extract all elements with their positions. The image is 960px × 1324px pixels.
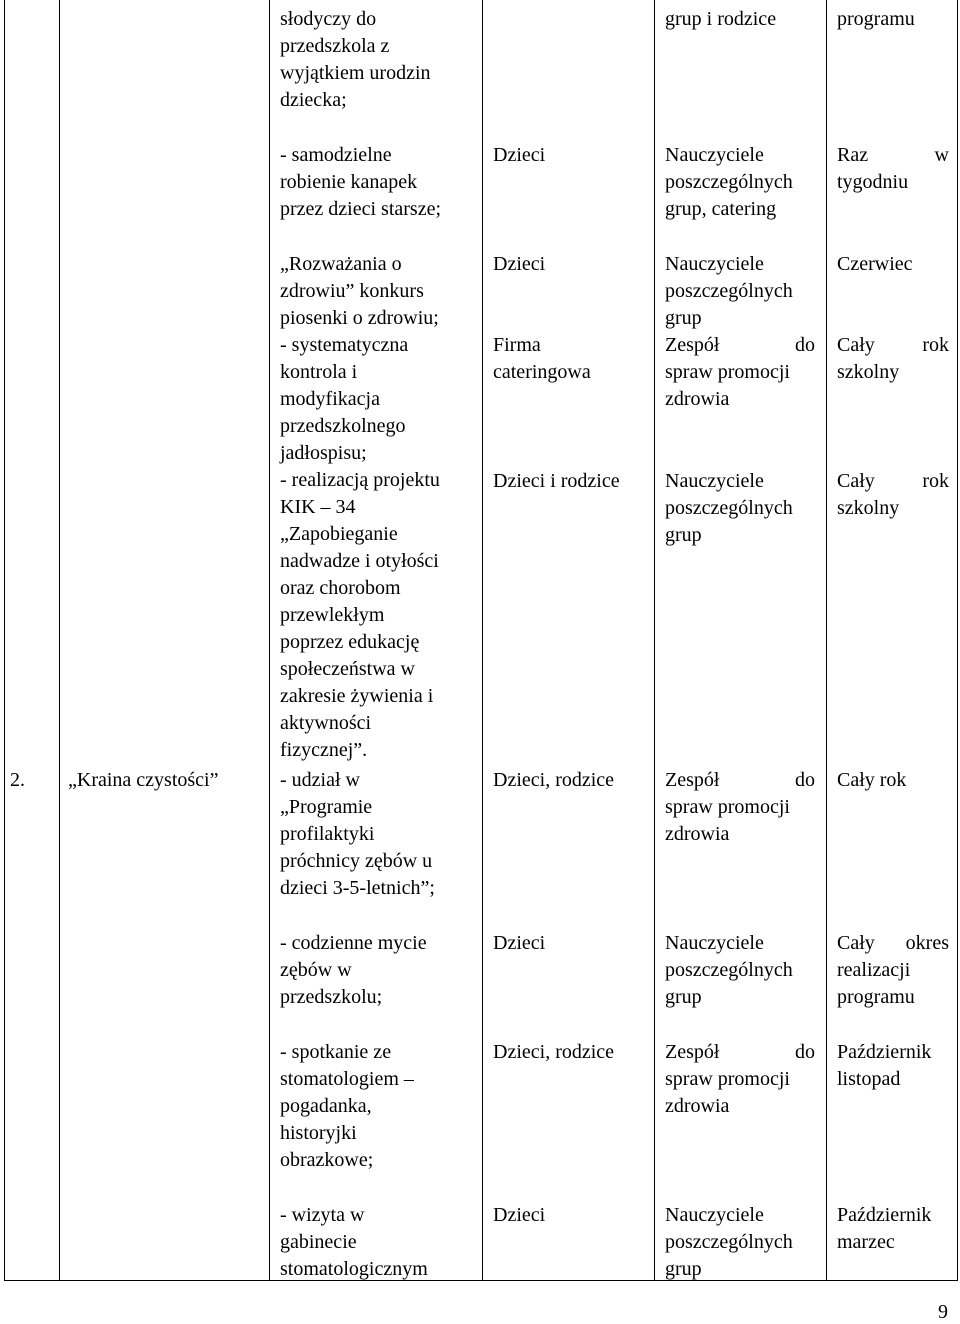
term-text: Cały rok szkolny [837, 470, 949, 519]
term-text: Październik listopad [837, 1041, 932, 1090]
participants-text: Dzieci, rodzice [493, 769, 615, 791]
column-divider [826, 0, 827, 1281]
term-text: Raz w tygodniu [837, 144, 949, 193]
participants-text: Dzieci [493, 932, 546, 954]
module-title: „Kraina czystości” [68, 769, 219, 791]
activity-text: - spotkanie ze stomatologiem – pogadanka, historyjki obrazkowe; [280, 1041, 414, 1171]
column-divider [482, 0, 483, 1281]
activity-text: - samodzielne robienie kanapek przez dzieci starsze; [280, 144, 442, 220]
activity-text: - codzienne mycie zębów w przedszkolu; [280, 932, 427, 1008]
page-number: 9 [938, 1301, 948, 1323]
responsible-text: Nauczyciele poszczególnych grup [665, 932, 793, 1008]
row-number: 2. [10, 769, 25, 791]
activity-text: słodyczy do przedszkola z wyjątkiem urodzin dziecka; [280, 8, 431, 111]
participants-text: Dzieci [493, 253, 546, 275]
term-text: Cały okres realizacji programu [837, 932, 949, 1008]
participants-text: Dzieci [493, 1204, 546, 1226]
participants-text: Dzieci [493, 144, 546, 166]
responsible-text: grup i rodzice [665, 8, 777, 30]
column-divider [269, 0, 270, 1281]
responsible-text: Nauczyciele poszczególnych grup [665, 253, 793, 329]
responsible-text: Nauczyciele poszczególnych grup, catering [665, 144, 793, 220]
activity-text: - wizyta w gabinecie stomatologicznym [280, 1204, 428, 1280]
participants-text: Dzieci i rodzice [493, 470, 620, 492]
term-text: Październik marzec [837, 1204, 932, 1253]
term-text: programu [837, 8, 915, 30]
responsible-text: Zespół do spraw promocji zdrowia [665, 769, 815, 845]
term-text: Czerwiec [837, 253, 913, 275]
responsible-text: Zespół do spraw promocji zdrowia [665, 334, 815, 410]
responsible-text: Nauczyciele poszczególnych grup [665, 470, 793, 546]
term-text: Cały rok [837, 769, 907, 791]
column-divider [59, 0, 60, 1281]
column-divider [654, 0, 655, 1281]
participants-text: Dzieci, rodzice [493, 1041, 615, 1063]
participants-text: Firma cateringowa [493, 334, 591, 383]
activity-text: - udział w „Programie profilaktyki próchnicy zębów u dzieci 3-5-letnich”; [280, 769, 435, 899]
term-text: Cały rok szkolny [837, 334, 949, 383]
activity-text: „Rozważania o zdrowiu” konkurs piosenki o zdrowiu; - systematyczna kontrola i modyfikacja przedszkolnego jadłospisu; - realizacją projektu KIK – 34 „Zapobieganie nadwadze i otyłości oraz chorobom przewlekłym poprzez edukację społeczeństwa w zakresie żywienia i aktywności fizycznej”. [280, 253, 440, 761]
responsible-text: Zespół do spraw promocji zdrowia [665, 1041, 815, 1117]
responsible-text: Nauczyciele poszczególnych grup [665, 1204, 793, 1280]
